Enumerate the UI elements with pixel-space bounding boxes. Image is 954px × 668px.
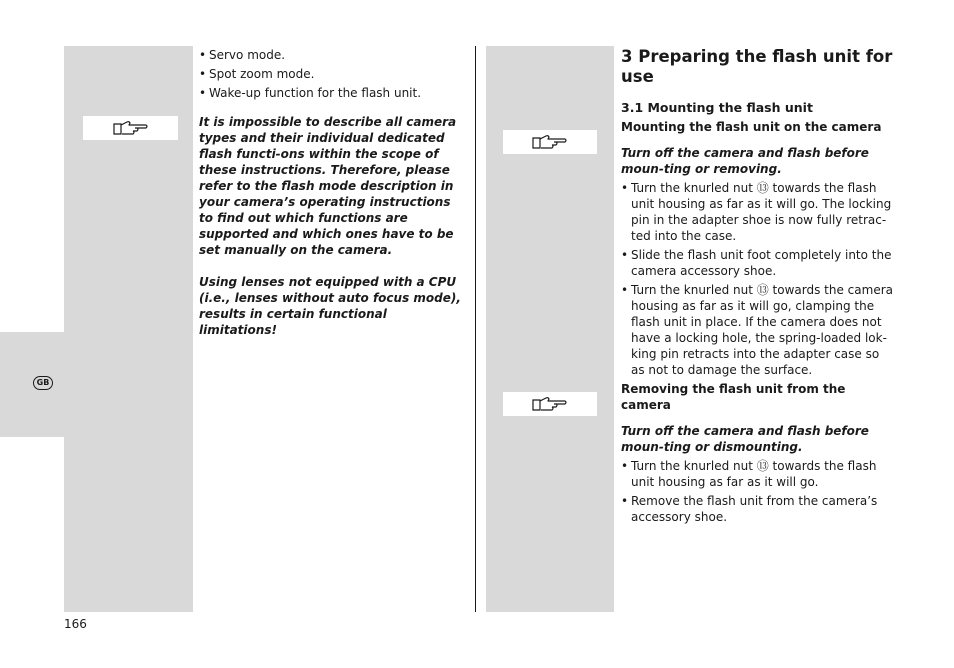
camera-types-note: It is impossible to describe all camera types and their individual dedicated flash functi-ons within the scope of these instructions. Therefore, please refer to the flash mode description in your camera’s operating instructions to find out which functions are supported and which ones have to be set manually on the camera.: [199, 115, 457, 257]
note-marker-left: [83, 116, 178, 140]
list-item: • Spot zoom mode.: [199, 66, 467, 82]
feature-list: [199, 47, 467, 101]
mounting-note: Turn off the camera and flash before moun-ting or removing.: [621, 146, 869, 176]
lens-note: Using lenses not equipped with a CPU (i.e., lenses without auto focus mode), results in certain functional limitations!: [199, 275, 461, 337]
language-badge: GB: [33, 376, 53, 390]
removing-steps: [621, 458, 896, 525]
mounting-heading: Mounting the flash unit on the camera: [621, 120, 882, 134]
pointing-hand-icon: [530, 132, 570, 152]
language-tab: [0, 332, 64, 437]
list-item: • Wake-up function for the flash unit.: [199, 85, 467, 101]
pointing-hand-icon: [530, 394, 570, 414]
mounting-steps: [621, 180, 896, 378]
list-item: • Servo mode.: [199, 47, 467, 63]
subsection-title: 3.1 Mounting the flash unit: [621, 100, 813, 115]
section-title: 3 Preparing the flash unit for use: [621, 47, 893, 86]
removing-note: Turn off the camera and flash before moun-ting or dismounting.: [621, 424, 869, 454]
left-text-column: [199, 47, 467, 338]
list-item: • Remove the flash unit from the camera’s accessory shoe.: [621, 493, 896, 525]
note-marker-mounting: [503, 130, 597, 154]
pointing-hand-icon: [111, 118, 151, 138]
list-item: • Slide the flash unit foot completely into the camera accessory shoe.: [621, 247, 896, 279]
page-number: 166: [64, 617, 87, 631]
column-divider: [475, 46, 476, 612]
removing-heading: Removing the flash unit from the camera: [621, 382, 846, 412]
note-marker-removing: [503, 392, 597, 416]
list-item: • Turn the knurled nut ⑬ towards the flash unit housing as far as it will go.: [621, 458, 896, 490]
right-text-column: [621, 47, 896, 528]
list-item: • Turn the knurled nut ⑬ towards the flash unit housing as far as it will go. The locking pin in the adapter shoe is now fully retrac-ted into the case.: [621, 180, 896, 244]
list-item: • Turn the knurled nut ⑬ towards the camera housing as far as it will go, clamping the flash unit in place. If the camera does not have a locking hole, the spring-loaded lok-king pin retracts into the adapter case so as not to damage the surface.: [621, 282, 896, 378]
